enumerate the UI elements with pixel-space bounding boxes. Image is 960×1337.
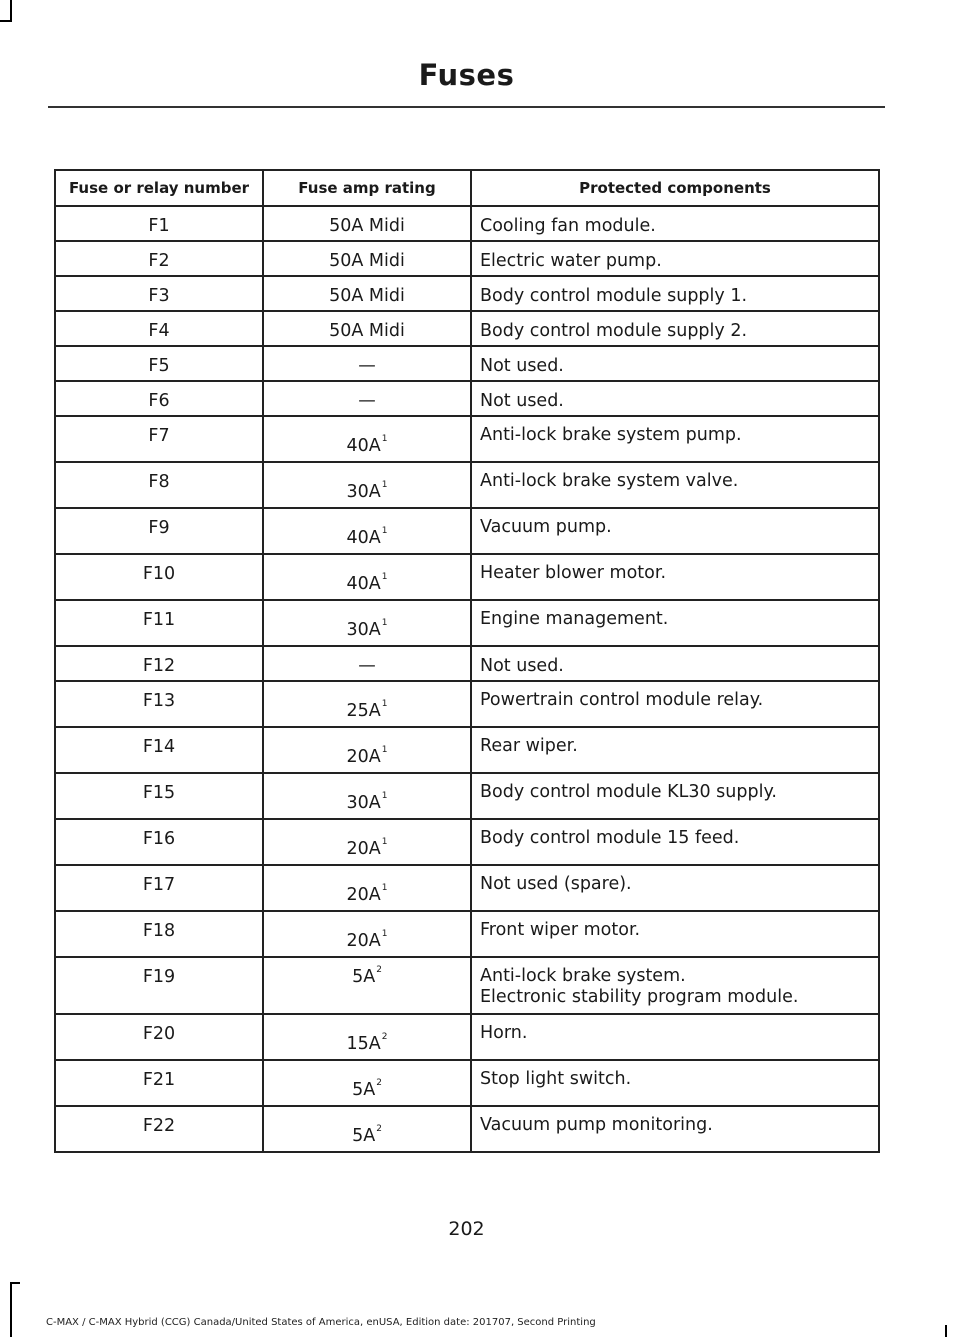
amp-rating-cell [263, 646, 471, 681]
fuse-number-cell: F5 [55, 346, 263, 381]
table-row [55, 416, 879, 462]
amp-rating-value: 50A Midi [329, 216, 405, 236]
protected-components-cell [471, 206, 879, 241]
header-rule [48, 106, 885, 108]
protected-components-cell [471, 462, 879, 508]
protected-components-cell [471, 416, 879, 462]
amp-rating-value: 20A [346, 885, 381, 905]
protected-components-cell [471, 381, 879, 416]
component-line: Engine management. [480, 609, 669, 629]
amp-rating-cell [263, 554, 471, 600]
protected-components-cell [471, 1014, 879, 1060]
amp-rating-cell [263, 1060, 471, 1106]
amp-rating-cell [263, 311, 471, 346]
protected-components-cell [471, 911, 879, 957]
protected-components-cell [471, 646, 879, 681]
component-line: Body control module supply 2. [480, 321, 748, 341]
footnote-marker: 1 [381, 883, 388, 894]
protected-components-cell [471, 241, 879, 276]
fuse-number-cell: F7 [55, 416, 263, 462]
fuse-table [54, 169, 880, 1153]
protected-components-cell [471, 1060, 879, 1106]
page-number: 202 [448, 1218, 485, 1240]
fuse-number-cell: F8 [55, 462, 263, 508]
fuse-number-cell: F9 [55, 508, 263, 554]
fuse-number-cell: F2 [55, 241, 263, 276]
amp-rating-value: 40A [346, 528, 381, 548]
protected-components-cell [471, 554, 879, 600]
footnote-marker: 2 [381, 1032, 388, 1043]
component-line: Vacuum pump monitoring. [480, 1115, 713, 1135]
table-row [55, 311, 879, 346]
component-line: Rear wiper. [480, 736, 578, 756]
table-row [55, 773, 879, 819]
header-protected-components: Protected components [471, 170, 879, 206]
component-line: Anti-lock brake system pump. [480, 425, 742, 445]
footnote-marker: 1 [381, 434, 388, 445]
table-row [55, 241, 879, 276]
table-row [55, 865, 879, 911]
footnote-marker: 1 [381, 618, 388, 629]
fuse-number-cell: F11 [55, 600, 263, 646]
amp-rating-value: 30A [346, 482, 381, 502]
footnote-marker: 1 [381, 572, 388, 583]
component-line: Not used. [480, 656, 564, 676]
component-line: Anti-lock brake system valve. [480, 471, 739, 491]
amp-rating-cell [263, 206, 471, 241]
amp-rating-cell [263, 1106, 471, 1152]
crop-mark-top-left-h [0, 20, 12, 22]
amp-rating-cell [263, 727, 471, 773]
footnote-marker: 1 [381, 745, 388, 756]
component-line: Front wiper motor. [480, 920, 641, 940]
component-line: Cooling fan module. [480, 216, 656, 236]
protected-components-cell [471, 508, 879, 554]
protected-components-cell [471, 600, 879, 646]
table-row [55, 1106, 879, 1152]
fuse-number-cell: F17 [55, 865, 263, 911]
fuse-number-cell: F22 [55, 1106, 263, 1152]
table-row [55, 346, 879, 381]
amp-rating-value: 30A [346, 620, 381, 640]
table-row [55, 819, 879, 865]
fuse-number-cell: F3 [55, 276, 263, 311]
table-row [55, 276, 879, 311]
crop-mark-bottom-left-h [10, 1282, 20, 1284]
fuse-number-cell: F16 [55, 819, 263, 865]
fuse-number-cell: F10 [55, 554, 263, 600]
fuse-number-cell: F15 [55, 773, 263, 819]
table-row [55, 206, 879, 241]
fuse-number-cell: F18 [55, 911, 263, 957]
footnote-marker: 1 [381, 526, 388, 537]
component-line: Heater blower motor. [480, 563, 667, 583]
amp-rating-value: 20A [346, 839, 381, 859]
protected-components-cell [471, 681, 879, 727]
component-line: Stop light switch. [480, 1069, 632, 1089]
amp-rating-cell [263, 865, 471, 911]
amp-rating-value: 5A [352, 967, 376, 987]
amp-rating-value: 20A [346, 747, 381, 767]
table-row [55, 911, 879, 957]
amp-rating-cell [263, 462, 471, 508]
amp-rating-value: — [358, 391, 376, 411]
amp-rating-cell [263, 600, 471, 646]
header-amp-rating: Fuse amp rating [263, 170, 471, 206]
component-line: Electronic stability program module. [480, 987, 799, 1007]
amp-rating-cell [263, 241, 471, 276]
component-line: Horn. [480, 1023, 528, 1043]
amp-rating-cell [263, 276, 471, 311]
amp-rating-value: 40A [346, 436, 381, 456]
footnote-marker: 1 [381, 929, 388, 940]
fuse-number-cell: F14 [55, 727, 263, 773]
table-header-row [55, 170, 879, 206]
header-fuse-number: Fuse or relay number [55, 170, 263, 206]
protected-components-cell [471, 311, 879, 346]
protected-components-cell [471, 346, 879, 381]
fuse-number-cell: F19 [55, 957, 263, 1014]
component-line: Anti-lock brake system. [480, 966, 686, 986]
component-line: Not used (spare). [480, 874, 632, 894]
table-row [55, 381, 879, 416]
amp-rating-value: 50A Midi [329, 251, 405, 271]
amp-rating-cell [263, 773, 471, 819]
fuse-number-cell: F4 [55, 311, 263, 346]
table-row [55, 1060, 879, 1106]
footnote-marker: 2 [376, 1078, 382, 1089]
fuse-number-cell: F1 [55, 206, 263, 241]
protected-components-cell [471, 819, 879, 865]
protected-components-cell [471, 1106, 879, 1152]
amp-rating-cell [263, 1014, 471, 1060]
crop-mark-top-left-v [10, 0, 12, 22]
amp-rating-value: — [358, 356, 376, 376]
amp-rating-cell [263, 508, 471, 554]
amp-rating-value: 30A [346, 793, 381, 813]
footnote-marker: 2 [376, 965, 382, 976]
component-line: Vacuum pump. [480, 517, 612, 537]
amp-rating-value: 20A [346, 931, 381, 951]
component-line: Not used. [480, 356, 564, 376]
protected-components-cell [471, 773, 879, 819]
footer-edition-text: C-MAX / C-MAX Hybrid (CCG) Canada/United States of America, enUSA, Edition date: 201707, Second Printing [46, 1317, 596, 1328]
component-line: Body control module 15 feed. [480, 828, 740, 848]
footnote-marker: 1 [381, 791, 388, 802]
component-line: Not used. [480, 391, 564, 411]
table-row [55, 1014, 879, 1060]
amp-rating-cell [263, 957, 471, 1014]
protected-components-cell [471, 276, 879, 311]
table-row [55, 600, 879, 646]
table-row [55, 957, 879, 1014]
amp-rating-value: 40A [346, 574, 381, 594]
amp-rating-value: 5A [352, 1080, 376, 1100]
table-row [55, 646, 879, 681]
amp-rating-value: 50A Midi [329, 321, 405, 341]
component-line: Electric water pump. [480, 251, 662, 271]
amp-rating-value: 25A [346, 701, 381, 721]
amp-rating-value: — [358, 656, 376, 676]
fuse-number-cell: F20 [55, 1014, 263, 1060]
component-line: Body control module supply 1. [480, 286, 748, 306]
amp-rating-cell [263, 416, 471, 462]
amp-rating-cell [263, 819, 471, 865]
component-line: Body control module KL30 supply. [480, 782, 777, 802]
protected-components-cell [471, 727, 879, 773]
table-row [55, 681, 879, 727]
table-row [55, 508, 879, 554]
amp-rating-value: 50A Midi [329, 286, 405, 306]
crop-mark-bottom-left-v [10, 1282, 12, 1337]
footnote-marker: 1 [381, 699, 388, 710]
amp-rating-cell [263, 681, 471, 727]
fuse-table-body [55, 206, 879, 1152]
table-row [55, 727, 879, 773]
component-line: Powertrain control module relay. [480, 690, 764, 710]
footnote-marker: 1 [381, 837, 388, 848]
footnote-marker: 1 [381, 480, 388, 491]
table-row [55, 554, 879, 600]
footnote-marker: 2 [376, 1124, 382, 1135]
amp-rating-cell [263, 381, 471, 416]
amp-rating-cell [263, 911, 471, 957]
fuse-number-cell: F13 [55, 681, 263, 727]
fuse-number-cell: F6 [55, 381, 263, 416]
fuse-number-cell: F21 [55, 1060, 263, 1106]
crop-mark-bottom-right-v [945, 1325, 947, 1337]
page-title: Fuses [418, 58, 515, 92]
amp-rating-value: 5A [352, 1126, 376, 1146]
amp-rating-cell [263, 346, 471, 381]
amp-rating-value: 15A [346, 1034, 381, 1054]
protected-components-cell [471, 957, 879, 1014]
table-row [55, 462, 879, 508]
protected-components-cell [471, 865, 879, 911]
fuse-number-cell: F12 [55, 646, 263, 681]
